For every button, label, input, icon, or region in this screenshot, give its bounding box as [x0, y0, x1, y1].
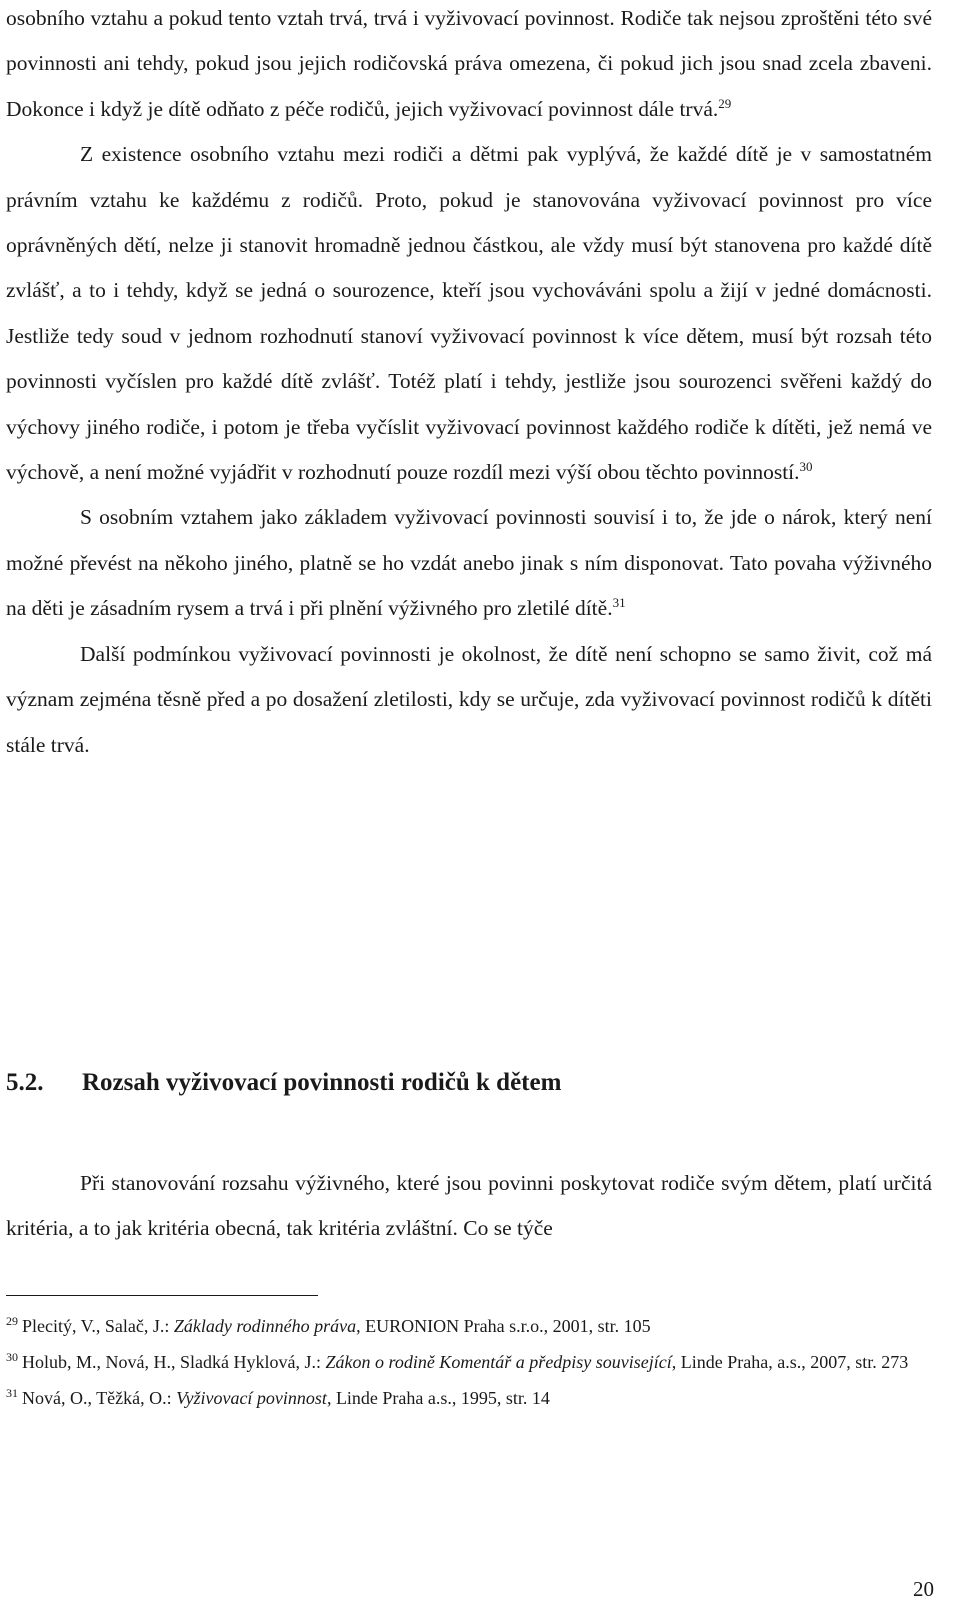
section-title: Rozsah vyživovací povinnosti rodičů k dětem [82, 1069, 562, 1096]
footnote-authors: Plecitý, V., Salač, J.: [22, 1316, 174, 1336]
footnote-publisher: , EURONION Praha s.r.o., 2001, str. 105 [356, 1316, 651, 1336]
footnote-publisher: , Linde Praha, a.s., 2007, str. 273 [671, 1352, 909, 1372]
section-heading [6, 1063, 932, 1103]
footnote-30 [6, 1344, 932, 1380]
footnote-ref-30: 30 [799, 458, 813, 474]
footnote-authors: Nová, O., Těžká, O.: [22, 1388, 177, 1408]
footnote-29 [6, 1308, 932, 1344]
footnote-31 [6, 1380, 932, 1416]
paragraph-3-text: S osobním vztahem jako základem vyživovací povinnosti souvisí i to, že jde o nárok, který není možné převést na někoho jiného, platně se ho vzdát anebo jinak s ním disponovat. Tato povaha výživného na děti je zásadním rysem a trvá i při plnění výživného pro zletilé dítě. [6, 505, 932, 621]
body-text-after-heading [6, 1161, 932, 1252]
paragraph-1 [6, 0, 932, 132]
body-text [6, 0, 932, 768]
paragraph-5: Při stanovování rozsahu výživného, které jsou povinni poskytovat rodiče svým dětem, platí určitá kritéria, a to jak kritéria obecná, tak kritéria zvláštní. Co se týče [6, 1171, 932, 1241]
footnote-title: Základy rodinného práva [173, 1316, 357, 1336]
footnote-number: 29 [6, 1314, 18, 1328]
paragraph-4-text: Další podmínkou vyživovací povinnosti je okolnost, že dítě není schopno se samo živit, což má význam zejména těsně před a po dosažení zletilosti, kdy se určuje, zda vyživovací povinnost rodičů k dítěti stále trvá. [6, 641, 932, 757]
footnote-number: 31 [6, 1386, 18, 1400]
page-number: 20 [913, 1577, 934, 1601]
paragraph-1-text: osobního vztahu a pokud tento vztah trvá, trvá i vyživovací povinnost. Rodiče tak nejsou zproštěni této své povinnosti ani tehdy, pokud jsou jejich rodičovská práva omezena, či pokud jich jsou snad zcela zbaveni. Dokonce i když je dítě odňato z péče rodičů, jejich vyživovací povinnost dále trvá. [6, 6, 932, 121]
paragraph-2-text: Z existence osobního vztahu mezi rodiči a dětmi pak vyplývá, že každé dítě je v samostatném právním vztahu ke každému z rodičů. Proto, pokud je stanovována vyživovací povinnost pro více oprávněných dětí, nelze ji stanovit hromadně jednou částkou, ale vždy musí být stanovena pro každé dítě zvlášť, a to i tehdy, když se jedná o sourozence, kteří jsou vychováváni spolu a žijí v jedné domácnosti. Jestliže tedy soud v jednom rozhodnutí stanoví vyživovací povinnost k více dětem, musí být rozsah této povinnosti vyčíslen pro každé dítě zvlášť. Totéž platí i tehdy, jestliže jsou sourozenci svěřeni každý do výchovy jiného rodiče, i potom je třeba vyčíslit vyživovací povinnost každého rodiče k dítěti, jež nemá ve výchově, a není možné vyjádřit v rozhodnutí pouze rozdíl mezi výší obou těchto povinností. [6, 142, 932, 485]
footnote-ref-31: 31 [612, 595, 626, 611]
paragraph-2 [6, 132, 932, 495]
footnote-title: Zákon o rodině Komentář a předpisy související [325, 1352, 672, 1372]
section-number: 5.2. [6, 1069, 44, 1096]
footnote-title: Vyživovací povinnost [176, 1388, 327, 1408]
footnote-separator [6, 1295, 318, 1296]
paragraph-4 [6, 632, 932, 768]
paragraph-3 [6, 495, 932, 631]
footnotes [6, 1308, 932, 1416]
footnote-authors: Holub, M., Nová, H., Sladká Hyklová, J.: [22, 1352, 326, 1372]
footnote-publisher: , Linde Praha a.s., 1995, str. 14 [326, 1388, 550, 1408]
footnote-number: 30 [6, 1350, 18, 1364]
footnote-ref-29: 29 [718, 95, 732, 111]
